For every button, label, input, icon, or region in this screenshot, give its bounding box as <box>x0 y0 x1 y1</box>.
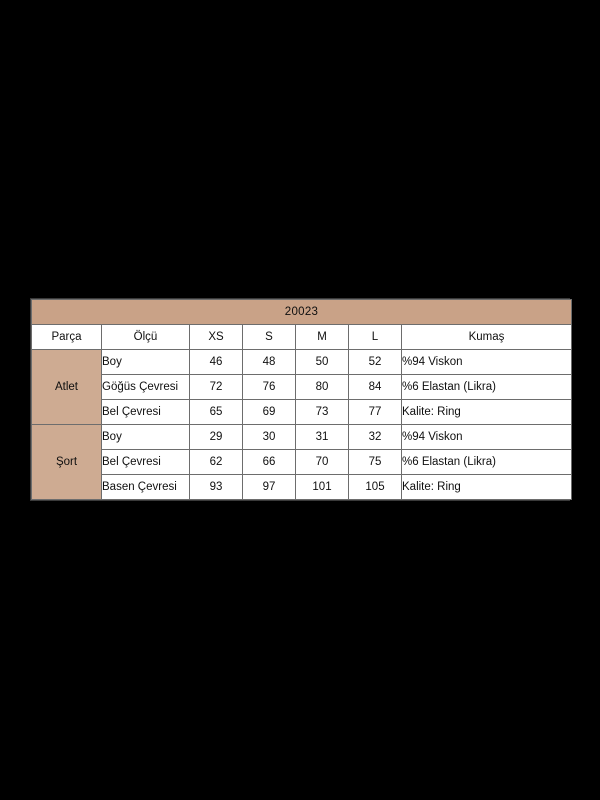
header-size-xs: XS <box>190 325 243 350</box>
measure-value: 105 <box>349 475 402 500</box>
measure-value: 48 <box>243 350 296 375</box>
table-title-row <box>32 300 572 325</box>
table-row <box>32 425 572 450</box>
fabric-info: %6 Elastan (Likra) <box>402 450 572 475</box>
measure-label: Boy <box>102 425 190 450</box>
fabric-info: %6 Elastan (Likra) <box>402 375 572 400</box>
measure-value: 97 <box>243 475 296 500</box>
header-size-m: M <box>296 325 349 350</box>
table-row <box>32 475 572 500</box>
header-size-s: S <box>243 325 296 350</box>
measure-value: 69 <box>243 400 296 425</box>
group-label-atlet: Atlet <box>32 350 102 425</box>
measure-value: 80 <box>296 375 349 400</box>
measure-value: 73 <box>296 400 349 425</box>
measure-value: 46 <box>190 350 243 375</box>
measure-label: Bel Çevresi <box>102 400 190 425</box>
header-size-l: L <box>349 325 402 350</box>
header-part: Parça <box>32 325 102 350</box>
measure-value: 30 <box>243 425 296 450</box>
table-row <box>32 375 572 400</box>
measure-value: 66 <box>243 450 296 475</box>
measure-value: 72 <box>190 375 243 400</box>
measure-value: 52 <box>349 350 402 375</box>
measure-value: 50 <box>296 350 349 375</box>
table-header-row <box>32 325 572 350</box>
measure-label: Göğüs Çevresi <box>102 375 190 400</box>
measure-value: 84 <box>349 375 402 400</box>
measure-label: Boy <box>102 350 190 375</box>
measure-value: 32 <box>349 425 402 450</box>
measure-value: 65 <box>190 400 243 425</box>
measure-value: 62 <box>190 450 243 475</box>
fabric-info: %94 Viskon <box>402 350 572 375</box>
fabric-info: %94 Viskon <box>402 425 572 450</box>
group-label-sort: Şort <box>32 425 102 500</box>
measure-value: 29 <box>190 425 243 450</box>
header-fabric: Kumaş <box>402 325 572 350</box>
measure-value: 93 <box>190 475 243 500</box>
measure-value: 76 <box>243 375 296 400</box>
measure-label: Bel Çevresi <box>102 450 190 475</box>
measure-value: 75 <box>349 450 402 475</box>
measure-value: 77 <box>349 400 402 425</box>
measure-value: 70 <box>296 450 349 475</box>
fabric-info: Kalite: Ring <box>402 475 572 500</box>
table-row <box>32 350 572 375</box>
measure-value: 31 <box>296 425 349 450</box>
size-chart-table <box>31 299 572 500</box>
measure-label: Basen Çevresi <box>102 475 190 500</box>
header-measure: Ölçü <box>102 325 190 350</box>
measure-value: 101 <box>296 475 349 500</box>
table-row <box>32 400 572 425</box>
size-chart-container <box>30 298 570 501</box>
fabric-info: Kalite: Ring <box>402 400 572 425</box>
table-row <box>32 450 572 475</box>
product-code-title: 20023 <box>32 300 572 325</box>
